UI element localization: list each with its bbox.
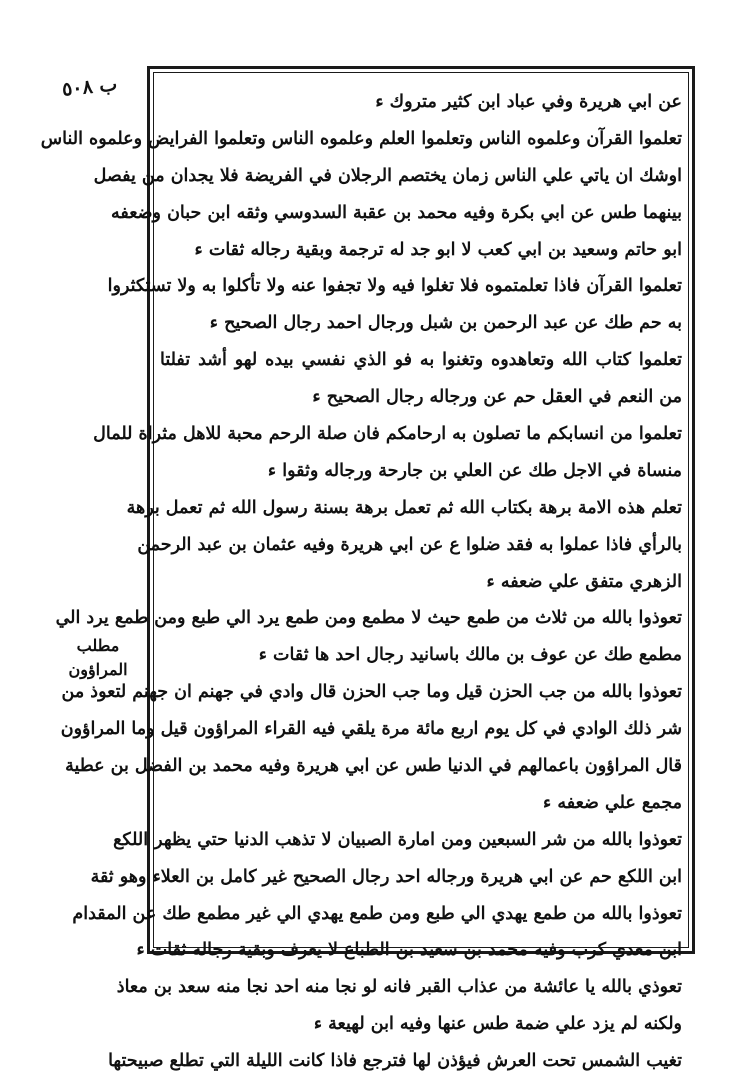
text-line: مجمع علي ضعفه ء — [543, 792, 682, 813]
text-line: به حم طك عن عبد الرحمن بن شبل ورجال احمد رجال الصحيح ء — [209, 313, 682, 334]
text-line: من النعم في العقل حم عن ورجاله رجال الصحيح ء — [312, 387, 682, 408]
text-line: تغيب الشمس تحت العرش فيؤذن لها فترجع فاذا كانت الليلة التي تطلع صبيحتها — [108, 1051, 682, 1072]
text-line: اوشك ان ياتي علي الناس زمان يختصم الرجلان في الفريضة فلا يجدان من يفصل — [93, 165, 682, 186]
margin-note-line: مطلب — [76, 636, 120, 655]
text-line: بينهما طس عن ابي بكرة وفيه محمد بن عقبة السدوسي وثقه ابن حبان وضعفه — [110, 202, 682, 223]
text-line: تعلموا القرآن فاذا تعلمتموه فلا تغلوا فيه ولا تجفوا عنه ولا تأكلوا به ولا تستكثروا — [107, 276, 682, 297]
text-line: ولكنه لم يزد علي ضمة طس عنها وفيه ابن لهيعة ء — [313, 1014, 682, 1035]
text-line: ابن اللكع حم عن ابي هريرة ورجاله احد رجال الصحيح غير كامل بن العلاء وهو ثقة — [90, 866, 682, 887]
text-line: تعلموا كتاب الله وتعاهدوه وتغنوا به فو الذي نفسي بيده لهو أشد تفلتا — [160, 350, 682, 371]
text-line: الزهري متفق علي ضعفه ء — [486, 571, 682, 592]
text-line: شر ذلك الوادي في كل يوم اربع مائة مرة يلقي فيه القراء المراؤون قيل وما المراؤون — [60, 719, 682, 740]
text-line: مطمع طك عن عوف بن مالك باسانيد رجال احد ها ثقات ء — [258, 645, 682, 666]
text-line: ابن معدي كرب وفيه محمد بن سعيد بن الطباع لا يعرف وبقية رجاله ثقات ء — [136, 940, 682, 961]
text-line: تعوذوا بالله من شر السبعين ومن امارة الصبيان لا تذهب الدنيا حتي يظهر اللكع — [113, 829, 682, 850]
text-line: تعلموا من انسابكم ما تصلون به ارحامكم فان صلة الرحم محبة للاهل مثراة للمال — [93, 424, 682, 445]
text-line: منساة في الاجل طك عن العلي بن جارحة ورجاله وثقوا ء — [267, 460, 682, 481]
text-line: ابو حاتم وسعيد بن ابي كعب لا ابو جد له ترجمة وبقية رجاله ثقات ء — [194, 239, 682, 260]
text-line: تعلم هذه الامة برهة بكتاب الله ثم تعمل برهة بسنة رسول الله ثم تعمل برهة — [126, 497, 682, 518]
margin-note-line: المراؤون — [68, 660, 128, 679]
text-line: تعوذوا بالله من طمع يهدي الي طبع ومن طمع يهدي الي غير مطمع طك عن المقدام — [72, 903, 682, 924]
text-line: عن ابي هريرة وفي عباد ابن كثير متروك ء — [375, 92, 682, 112]
text-line: بالرأي فاذا عملوا به فقد ضلوا ع عن ابي هريرة وفيه عثمان بن عبد الرحمن — [137, 534, 682, 555]
text-line: قال المراؤون باعمالهم في الدنيا طس عن ابي هريرة وفيه محمد بن الفضل بن عطية — [65, 756, 682, 777]
text-line: تعلموا القرآن وعلموه الناس وتعلموا العلم وعلموه الناس وتعلموا الفرايض وعلموه الناس — [40, 128, 682, 149]
text-line: تعوذوا بالله من جب الحزن قيل وما جب الحزن قال وادي في جهنم ان جهنم لتعوذ من — [61, 682, 682, 703]
text-line: تعوذوا بالله من ثلاث من طمع حيث لا مطمع ومن طمع يرد الي طبع ومن طمع يرد الي — [55, 608, 682, 629]
text-line: تعوذي بالله يا عائشة من عذاب القبر فانه لو نجا منه احد نجا منه سعد بن معاذ — [116, 977, 682, 998]
folio-number: ب ٥٠٨ — [60, 73, 118, 101]
